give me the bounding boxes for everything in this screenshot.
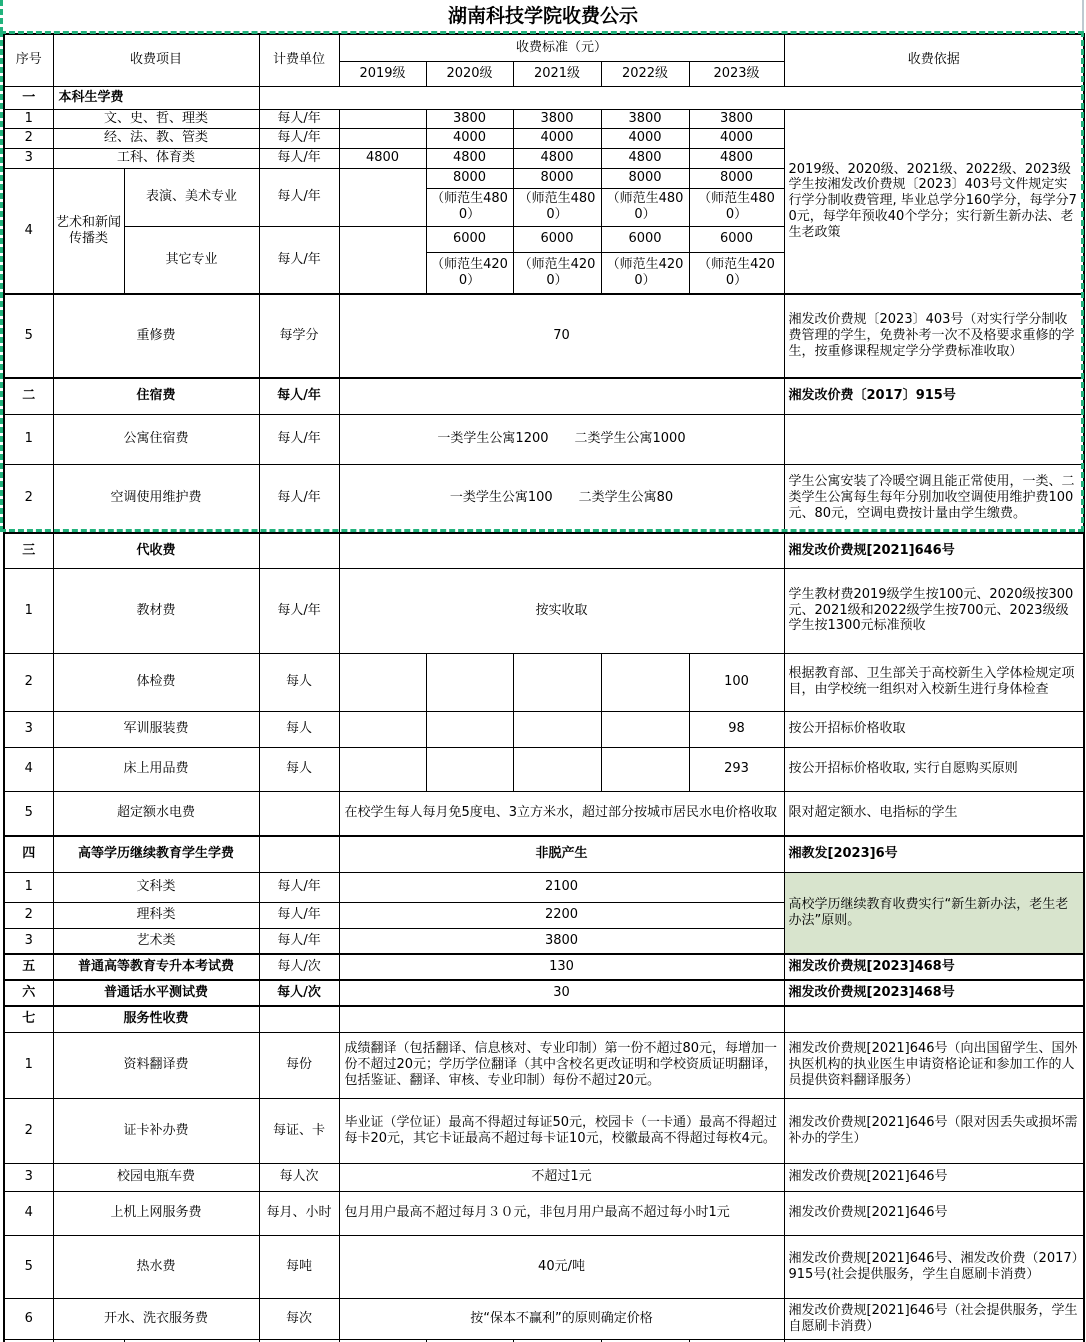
value-cell[interactable]: [601, 747, 689, 791]
value-note-cell[interactable]: （师范生4200）: [426, 252, 513, 294]
section-title-cell[interactable]: 住宿费: [53, 378, 259, 414]
unit-cell[interactable]: 每人/年: [259, 148, 339, 168]
value-cell[interactable]: 3800: [601, 109, 689, 128]
value-cell[interactable]: 4800: [426, 148, 513, 168]
standard-cell[interactable]: 2200: [339, 902, 784, 928]
standard-cell[interactable]: 一类学生公寓1200 二类学生公寓1000: [339, 414, 784, 464]
basis-cell[interactable]: 湘发改价费规[2021]646号（社会提供服务，学生自愿刷卡消费）: [784, 1298, 1084, 1339]
value-cell[interactable]: 4800: [513, 148, 601, 168]
fee-item-cell[interactable]: 开水、洗衣服务费: [53, 1298, 259, 1339]
fee-item-cell[interactable]: 资料翻译费: [53, 1032, 259, 1098]
unit-cell[interactable]: 每人/次: [259, 980, 339, 1006]
value-cell[interactable]: 3800: [426, 109, 513, 128]
value-cell[interactable]: [601, 653, 689, 711]
standard-cell[interactable]: 毕业证（学位证）最高不得超过每证50元，校园卡（一卡通）最高不得超过每卡20元，其它卡证最高不超过每卡证10元，校徽最高不得超过每枚4元。: [339, 1098, 784, 1163]
unit-cell[interactable]: 每人/次: [259, 954, 339, 980]
basis-note-cell[interactable]: 高校学历继续教育收费实行“新生新办法，老生老办法”原则。: [784, 872, 1084, 954]
value-cell[interactable]: 8000: [601, 168, 689, 188]
fee-item-cell[interactable]: 表演、美术专业: [124, 168, 259, 226]
col-header-level-2020[interactable]: 2020级: [426, 61, 513, 86]
value-note-cell[interactable]: （师范生4800）: [601, 188, 689, 226]
value-cell[interactable]: [426, 747, 513, 791]
selection-marquee-left-stub: [0, 0, 3, 33]
basis-cell-undergrad[interactable]: 2019级、2020级、2021级、2022级、2023级学生按湘发改价费规〔2023〕403号文件规定实行学分制收费管理, 毕业总学分160学分，每学分70元，每学年预收40个学分；实行新生新办法、老生老政策: [784, 109, 1084, 294]
value-note-cell[interactable]: （师范生4800）: [513, 188, 601, 226]
fee-item-cell[interactable]: 空调使用维护费: [53, 464, 259, 533]
standard-cell[interactable]: 在校学生每人每月免5度电、3立方米水，超过部分按城市居民水电价格收取: [339, 791, 784, 836]
fee-item-cell[interactable]: 军训服装费: [53, 711, 259, 747]
value-note-cell[interactable]: （师范生4200）: [601, 252, 689, 294]
value-cell[interactable]: 6000: [689, 226, 784, 252]
row-no-cell[interactable]: 2: [4, 1098, 53, 1163]
basis-cell[interactable]: 限对超定额水、电指标的学生: [784, 791, 1084, 836]
standard-cell[interactable]: 包月用户最高不超过每月３０元，非包月用户最高不超过每小时1元: [339, 1191, 784, 1235]
col-header-basis[interactable]: 收费依据: [784, 34, 1084, 86]
unit-cell[interactable]: [259, 1006, 339, 1032]
basis-cell[interactable]: 学生教材费2019级学生按100元、2020级按300元、2021级和2022级学生按700元、2023级级学生按1300元标准预收: [784, 568, 1084, 653]
value-cell[interactable]: 4000: [426, 128, 513, 148]
basis-cell[interactable]: 学生公寓安装了冷暖空调且能正常使用，一类、二类学生公寓每生每年分别加收空调使用维护费100元、80元，空调电费按计量由学生缴费。: [784, 464, 1084, 533]
unit-cell[interactable]: 每人/年: [259, 872, 339, 902]
unit-cell[interactable]: 每学分: [259, 294, 339, 378]
fee-item-cell[interactable]: 床上用品费: [53, 747, 259, 791]
row-no-cell[interactable]: 2: [4, 653, 53, 711]
col-header-unit[interactable]: 计费单位: [259, 34, 339, 86]
value-cell[interactable]: [339, 226, 426, 294]
fee-item-cell[interactable]: 热水费: [53, 1235, 259, 1298]
basis-cell[interactable]: 湘发改价费规[2021]646号: [784, 533, 1084, 568]
value-cell[interactable]: 293: [689, 747, 784, 791]
row-no-cell[interactable]: 2: [4, 128, 53, 148]
basis-cell[interactable]: 根据教育部、卫生部关于高校新生入学体检规定项目，由学校统一组织对入校新生进行身体检查: [784, 653, 1084, 711]
section-no-cell[interactable]: 七: [4, 1006, 53, 1032]
empty-cell[interactable]: [339, 378, 784, 414]
row-no-cell[interactable]: 3: [4, 148, 53, 168]
basis-cell[interactable]: 湘发改价费规[2021]646号: [784, 1163, 1084, 1191]
col-header-level-2019[interactable]: 2019级: [339, 61, 426, 86]
basis-cell[interactable]: 湘教发[2023]6号: [784, 836, 1084, 872]
gridline-right-edge: [1082, 0, 1084, 33]
value-cell[interactable]: 4800: [339, 148, 426, 168]
basis-cell[interactable]: 湘发改价费规[2021]646号: [784, 1191, 1084, 1235]
basis-cell[interactable]: 按公开招标价格收取: [784, 711, 1084, 747]
value-cell[interactable]: 98: [689, 711, 784, 747]
value-note-cell[interactable]: （师范生4800）: [689, 188, 784, 226]
empty-cell[interactable]: [339, 1006, 784, 1032]
basis-cell[interactable]: 湘发改价费规[2023]468号: [784, 980, 1084, 1006]
value-cell[interactable]: [513, 747, 601, 791]
unit-cell[interactable]: 每人/年: [259, 168, 339, 226]
value-note-cell[interactable]: （师范生4200）: [689, 252, 784, 294]
unit-cell[interactable]: 每月、小时: [259, 1191, 339, 1235]
fee-item-cell[interactable]: 证卡补办费: [53, 1098, 259, 1163]
value-cell[interactable]: [339, 711, 426, 747]
unit-cell[interactable]: 每人/年: [259, 928, 339, 954]
fee-item-cell[interactable]: 体检费: [53, 653, 259, 711]
value-cell[interactable]: [601, 711, 689, 747]
col-header-standard-group[interactable]: 收费标准（元）: [339, 34, 784, 61]
unit-cell[interactable]: 每人/年: [259, 128, 339, 148]
section-title-cell[interactable]: 本科生学费: [53, 86, 259, 109]
col-header-no[interactable]: 序号: [4, 34, 53, 86]
unit-cell[interactable]: 每人/年: [259, 902, 339, 928]
col-header-item[interactable]: 收费项目: [53, 34, 259, 86]
basis-cell[interactable]: 湘发改价费规[2021]646号、湘发改价费（2017）915号(社会提供服务，学生自愿刷卡消费）: [784, 1235, 1084, 1298]
value-cell[interactable]: 4800: [689, 148, 784, 168]
col-header-level-2023[interactable]: 2023级: [689, 61, 784, 86]
row-no-cell[interactable]: 4: [4, 1191, 53, 1235]
standard-cell[interactable]: 130: [339, 954, 784, 980]
row-no-cell[interactable]: 5: [4, 294, 53, 378]
row-no-cell[interactable]: 1: [4, 1032, 53, 1098]
unit-cell[interactable]: 每人/年: [259, 226, 339, 294]
section-no-cell[interactable]: 四: [4, 836, 53, 872]
standard-cell[interactable]: 成绩翻译（包括翻译、信息核对、专业印制）第一份不超过80元，每增加一份不超过20元；学历学位翻译（其中含校名更改证明和学校资质证明翻译，包括鉴证、翻译、审核、专业印制）每份不超过20元。: [339, 1032, 784, 1098]
row-no-cell[interactable]: 3: [4, 1163, 53, 1191]
section-no-cell[interactable]: 二: [4, 378, 53, 414]
fee-item-cell[interactable]: 重修费: [53, 294, 259, 378]
standard-cell[interactable]: 70: [339, 294, 784, 378]
fee-item-cell[interactable]: 文科类: [53, 872, 259, 902]
value-cell[interactable]: 4000: [689, 128, 784, 148]
section-no-cell[interactable]: 六: [4, 980, 53, 1006]
value-cell[interactable]: 8000: [689, 168, 784, 188]
basis-cell[interactable]: 湘发改价费规[2023]468号: [784, 954, 1084, 980]
row-no-cell[interactable]: 5: [4, 791, 53, 836]
row-no-cell[interactable]: 5: [4, 1235, 53, 1298]
unit-cell[interactable]: 每人: [259, 711, 339, 747]
empty-cell[interactable]: [259, 86, 1084, 109]
fee-item-cell[interactable]: 上机上网服务费: [53, 1191, 259, 1235]
value-cell[interactable]: 4800: [601, 148, 689, 168]
unit-cell[interactable]: 每人/年: [259, 109, 339, 128]
unit-cell[interactable]: 每人/年: [259, 464, 339, 533]
row-no-cell[interactable]: 3: [4, 711, 53, 747]
standard-cell[interactable]: 按“保本不赢利”的原则确定价格: [339, 1298, 784, 1339]
fee-item-cell[interactable]: 工科、体育类: [53, 148, 259, 168]
value-cell[interactable]: 3800: [689, 109, 784, 128]
unit-cell[interactable]: [259, 533, 339, 568]
col-header-level-2022[interactable]: 2022级: [601, 61, 689, 86]
col-header-level-2021[interactable]: 2021级: [513, 61, 601, 86]
value-cell[interactable]: 6000: [601, 226, 689, 252]
fee-item-cell[interactable]: 校园电瓶车费: [53, 1163, 259, 1191]
standard-cell[interactable]: 2100: [339, 872, 784, 902]
row-no-cell[interactable]: 3: [4, 928, 53, 954]
unit-cell[interactable]: [259, 791, 339, 836]
value-cell[interactable]: 4000: [513, 128, 601, 148]
standard-cell[interactable]: 30: [339, 980, 784, 1006]
value-cell[interactable]: [513, 653, 601, 711]
value-cell[interactable]: [339, 747, 426, 791]
value-cell[interactable]: [513, 711, 601, 747]
value-cell[interactable]: [426, 711, 513, 747]
fee-item-cell[interactable]: 教材费: [53, 568, 259, 653]
standard-cell[interactable]: 40元/吨: [339, 1235, 784, 1298]
fee-item-cell[interactable]: 公寓住宿费: [53, 414, 259, 464]
fee-item-cell[interactable]: 经、法、教、管类: [53, 128, 259, 148]
basis-cell[interactable]: 湘发改价费规〔2023〕403号（对实行学分制收费管理的学生，免费补考一次不及格要求重修的学生，按重修课程规定学分学费标准收取）: [784, 294, 1084, 378]
unit-cell[interactable]: 每人次: [259, 1163, 339, 1191]
basis-cell[interactable]: 湘发改价费规[2021]646号（向出国留学生、国外执医机构的执业医生申请资格论证和参加工作的人员提供资料翻译服务）: [784, 1032, 1084, 1098]
fee-item-cell[interactable]: 文、史、哲、理类: [53, 109, 259, 128]
value-cell[interactable]: [339, 653, 426, 711]
standard-cell[interactable]: 非脱产生: [339, 836, 784, 872]
unit-cell[interactable]: 每人/年: [259, 414, 339, 464]
row-no-cell[interactable]: 4: [4, 747, 53, 791]
standard-cell[interactable]: 3800: [339, 928, 784, 954]
basis-cell[interactable]: [784, 1006, 1084, 1032]
section-no-cell[interactable]: 一: [4, 86, 53, 109]
value-cell[interactable]: [339, 168, 426, 226]
fee-item-cell[interactable]: 其它专业: [124, 226, 259, 294]
value-note-cell[interactable]: （师范生4200）: [513, 252, 601, 294]
section-title-cell[interactable]: 代收费: [53, 533, 259, 568]
row-no-cell[interactable]: 2: [4, 902, 53, 928]
unit-cell[interactable]: 每人/年: [259, 378, 339, 414]
fee-item-cell[interactable]: 超定额水电费: [53, 791, 259, 836]
row-no-cell[interactable]: 6: [4, 1298, 53, 1339]
standard-cell[interactable]: 一类学生公寓100 二类学生公寓80: [339, 464, 784, 533]
section-title-cell[interactable]: 普通高等教育专升本考试费: [53, 954, 259, 980]
row-no-cell[interactable]: 4: [4, 168, 53, 294]
standard-cell[interactable]: 按实收取: [339, 568, 784, 653]
value-note-cell[interactable]: （师范生4800）: [426, 188, 513, 226]
section-no-cell[interactable]: 五: [4, 954, 53, 980]
unit-cell[interactable]: 每次: [259, 1298, 339, 1339]
unit-cell[interactable]: 每人: [259, 653, 339, 711]
value-cell[interactable]: 3800: [513, 109, 601, 128]
row-no-cell[interactable]: 1: [4, 414, 53, 464]
fee-item-cell[interactable]: 艺术类: [53, 928, 259, 954]
value-cell[interactable]: [426, 653, 513, 711]
row-no-cell[interactable]: 1: [4, 109, 53, 128]
value-cell[interactable]: [339, 109, 426, 128]
value-cell[interactable]: 4000: [601, 128, 689, 148]
value-cell[interactable]: [339, 128, 426, 148]
unit-cell[interactable]: 每人/年: [259, 568, 339, 653]
row-no-cell[interactable]: 2: [4, 464, 53, 533]
unit-cell[interactable]: 每证、卡: [259, 1098, 339, 1163]
unit-cell[interactable]: 每吨: [259, 1235, 339, 1298]
fee-item-group-cell[interactable]: 艺术和新闻传播类: [53, 168, 124, 294]
unit-cell[interactable]: [259, 836, 339, 872]
value-cell[interactable]: 100: [689, 653, 784, 711]
value-cell[interactable]: 6000: [513, 226, 601, 252]
basis-cell[interactable]: [784, 414, 1084, 464]
row-no-cell[interactable]: 1: [4, 872, 53, 902]
value-cell[interactable]: 8000: [513, 168, 601, 188]
section-title-cell[interactable]: 普通话水平测试费: [53, 980, 259, 1006]
fee-item-cell[interactable]: 理科类: [53, 902, 259, 928]
standard-cell[interactable]: 不超过1元: [339, 1163, 784, 1191]
unit-cell[interactable]: 每份: [259, 1032, 339, 1098]
value-cell[interactable]: 8000: [426, 168, 513, 188]
section-title-cell[interactable]: 服务性收费: [53, 1006, 259, 1032]
unit-cell[interactable]: 每人: [259, 747, 339, 791]
basis-cell[interactable]: 湘发改价费〔2017〕915号: [784, 378, 1084, 414]
page-title: 湖南科技学院收费公示: [447, 5, 638, 27]
section-no-cell[interactable]: 三: [4, 533, 53, 568]
section-title-cell[interactable]: 高等学历继续教育学生学费: [53, 836, 259, 872]
fee-table: [3, 33, 1085, 1342]
basis-cell[interactable]: 按公开招标价格收取, 实行自愿购买原则: [784, 747, 1084, 791]
basis-cell[interactable]: 湘发改价费规[2021]646号（限对因丢失或损坏需补办的学生）: [784, 1098, 1084, 1163]
row-no-cell[interactable]: 1: [4, 568, 53, 653]
empty-cell[interactable]: [339, 533, 784, 568]
value-cell[interactable]: 6000: [426, 226, 513, 252]
